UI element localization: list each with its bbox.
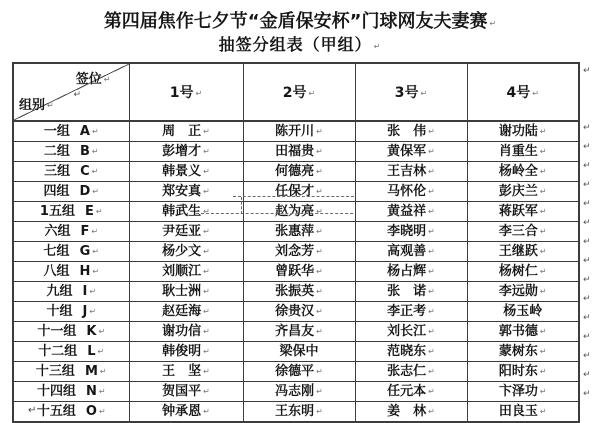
page-subtitle: 抽签分组表（甲组） ↵ <box>0 32 600 55</box>
player-cell: 张惠萍 ↵ <box>243 222 355 242</box>
header-row <box>13 63 579 121</box>
table-row <box>13 162 579 182</box>
group-cell <box>13 121 129 142</box>
sign-label: N ↵ <box>86 384 106 399</box>
player-cell: 任保才 ↵ <box>243 182 355 202</box>
return-mark-icon: ↵ <box>583 332 591 342</box>
player-cell: 冯志刚 ↵ <box>243 382 355 402</box>
group-cell <box>13 302 129 322</box>
return-mark-icon: ↵ <box>28 405 37 416</box>
player-cell: 彭增才 ↵ <box>129 142 243 162</box>
table-row <box>13 242 579 262</box>
page-title: 第四届焦作七夕节“金盾保安杯”门球网友夫妻赛 ↵ <box>0 7 600 33</box>
corner-cell <box>13 63 129 121</box>
player-cell: 尹廷亚 ↵ <box>129 222 243 242</box>
table-row <box>13 202 579 222</box>
sign-label: D ↵ <box>80 184 100 199</box>
player-cell: 黄益祥 ↵ <box>355 202 467 222</box>
player-cell: 杨占辉 ↵ <box>355 262 467 282</box>
player-cell: 韩俊明 ↵ <box>129 342 243 362</box>
return-mark-icon: ↵ <box>583 142 591 152</box>
table-row <box>13 282 579 302</box>
sign-label: I ↵ <box>82 284 96 299</box>
player-cell: 田良玉 ↵ <box>467 402 579 423</box>
return-mark-icon: ↵ <box>583 199 591 209</box>
player-cell: 李正考 ↵ <box>355 302 467 322</box>
player-cell: 刘顺江 ↵ <box>129 262 243 282</box>
player-cell: 韩武生 ↵ <box>129 202 243 222</box>
player-cell: 徐德平 ↵ <box>243 362 355 382</box>
player-cell: 马怀伦 ↵ <box>355 182 467 202</box>
player-cell: 谢功陆 ↵ <box>467 121 579 142</box>
table-row <box>13 222 579 242</box>
sign-label: E ↵ <box>85 204 103 219</box>
player-cell: 李晓明 ↵ <box>355 222 467 242</box>
sign-label: J ↵ <box>82 304 96 319</box>
sign-label: K ↵ <box>86 324 105 339</box>
player-cell: 蒋跃军 ↵ <box>467 202 579 222</box>
sign-label: H ↵ <box>79 264 99 279</box>
table-row <box>13 302 579 322</box>
player-cell: 李远勋 ↵ <box>467 282 579 302</box>
return-mark-icon: ↵ <box>583 66 591 76</box>
group-label: 六组 <box>44 224 71 239</box>
player-cell: 高观善 ↵ <box>355 242 467 262</box>
player-cell: 赵廷海 ↵ <box>129 302 243 322</box>
table-row <box>13 382 579 402</box>
group-cell <box>13 242 129 262</box>
player-cell: 钟承恩 ↵ <box>129 402 243 423</box>
player-cell: 杨玉岭 <box>467 302 579 322</box>
column-header-3: 3号 ↵ <box>355 63 467 121</box>
player-cell: 张振英 ↵ <box>243 282 355 302</box>
player-cell: 任元本 ↵ <box>355 382 467 402</box>
player-cell: 韩景义 ↵ <box>129 162 243 182</box>
return-mark-icon: ↵ <box>583 370 591 380</box>
group-cell <box>13 142 129 162</box>
player-cell: 徐贵汉 ↵ <box>243 302 355 322</box>
column-header-2: 2号 ↵ <box>243 63 355 121</box>
table-row <box>13 402 579 423</box>
player-cell: 蒙树东 ↵ <box>467 342 579 362</box>
group-label: 十四组 <box>36 384 76 399</box>
group-cell <box>13 262 129 282</box>
group-cell <box>13 282 129 302</box>
player-cell: 张 伟 ↵ <box>355 121 467 142</box>
table-row <box>13 142 579 162</box>
player-cell: 肖重生 ↵ <box>467 142 579 162</box>
sign-label: L ↵ <box>87 344 104 359</box>
player-cell: 何德亮 ↵ <box>243 162 355 182</box>
column-header-1: 1号 ↵ <box>129 63 243 121</box>
player-cell: 刘念芳 ↵ <box>243 242 355 262</box>
group-cell <box>13 322 129 342</box>
group-label: 三组 <box>44 164 71 179</box>
group-cell <box>13 182 129 202</box>
player-cell: 贺国平 ↵ <box>129 382 243 402</box>
player-cell: 周 正 ↵ <box>129 121 243 142</box>
group-label: 十一组 <box>37 324 77 339</box>
dashed-artifact-bottom <box>196 213 353 214</box>
player-cell: 阳时东 ↵ <box>467 362 579 382</box>
sign-label: F ↵ <box>80 224 98 239</box>
table-row <box>13 322 579 342</box>
return-mark-icon: ↵ <box>583 294 591 304</box>
corner-group-label: 组别 ↵ <box>19 94 54 113</box>
group-cell <box>13 202 129 222</box>
group-label: 十五组 <box>36 404 76 419</box>
dashed-artifact-top <box>233 196 354 197</box>
player-cell: 范晓东 ↵ <box>355 342 467 362</box>
table-row <box>13 362 579 382</box>
sign-label: M ↵ <box>85 364 107 379</box>
return-mark-icon: ↵ <box>73 89 82 100</box>
player-cell: 杨树仁 ↵ <box>467 262 579 282</box>
sign-label: G ↵ <box>80 244 99 259</box>
group-label: 十三组 <box>35 364 75 379</box>
player-cell: 张 诺 ↵ <box>355 282 467 302</box>
table-row <box>13 182 579 202</box>
player-cell: 黄保军 ↵ <box>355 142 467 162</box>
player-cell: 杨少文 ↵ <box>129 242 243 262</box>
sign-label: A ↵ <box>80 124 99 139</box>
group-label: 1五组 <box>39 204 75 219</box>
player-cell: 耿士洲 ↵ <box>129 282 243 302</box>
player-cell: 梁保中 <box>243 342 355 362</box>
player-cell: 姜 林 ↵ <box>355 402 467 423</box>
player-cell: 郭书德 ↵ <box>467 322 579 342</box>
table-row <box>13 262 579 282</box>
group-cell <box>13 342 129 362</box>
player-cell: 彭庆兰 ↵ <box>467 182 579 202</box>
group-label: 十二组 <box>38 344 78 359</box>
draw-group-table <box>12 62 580 423</box>
return-mark-icon: ↵ <box>583 123 591 133</box>
player-cell: 田福贵 ↵ <box>243 142 355 162</box>
player-cell: 李三合 ↵ <box>467 222 579 242</box>
return-mark-icon: ↵ <box>583 351 591 361</box>
return-mark-icon: ↵ <box>583 180 591 190</box>
sign-label: C ↵ <box>80 164 98 179</box>
group-label: 八组 <box>43 264 70 279</box>
return-mark-icon: ↵ <box>583 389 591 399</box>
player-cell: 王东明 ↵ <box>243 402 355 423</box>
group-cell <box>13 222 129 242</box>
group-label: 九组 <box>46 284 73 299</box>
return-mark-icon: ↵ <box>583 218 591 228</box>
player-cell: 王吉林 ↵ <box>355 162 467 182</box>
player-cell: 杨岭全 ↵ <box>467 162 579 182</box>
corner-sign-label: 签位 ↵ <box>76 68 111 87</box>
group-cell <box>13 362 129 382</box>
player-cell: 陈开川 ↵ <box>243 121 355 142</box>
player-cell: 卞泽功 ↵ <box>467 382 579 402</box>
player-cell: 张志仁 ↵ <box>355 362 467 382</box>
sign-label: B ↵ <box>80 144 99 159</box>
return-mark-icon: ↵ <box>583 161 591 171</box>
return-mark-icon: ↵ <box>583 313 591 323</box>
player-cell: 王 坚 ↵ <box>129 362 243 382</box>
group-label: 四组 <box>43 184 70 199</box>
paragraph-marks-column <box>583 62 597 404</box>
group-label: 七组 <box>43 244 70 259</box>
player-cell: 王继跃 ↵ <box>467 242 579 262</box>
player-cell: 谢功信 ↵ <box>129 322 243 342</box>
table-row <box>13 342 579 362</box>
return-mark-icon: ↵ <box>583 275 591 285</box>
player-cell: 齐昌友 ↵ <box>243 322 355 342</box>
player-cell: 刘长江 ↵ <box>355 322 467 342</box>
player-cell: 曾跃华 ↵ <box>243 262 355 282</box>
player-cell: 赵为亮 ↵ <box>243 202 355 222</box>
group-label: 十组 <box>46 304 73 319</box>
column-header-4: 4号 ↵ <box>467 63 579 121</box>
sign-label: O ↵ <box>86 404 106 419</box>
dashed-artifact-vertical <box>241 197 242 214</box>
return-mark-icon: ↵ <box>583 237 591 247</box>
group-label: 一组 <box>43 124 70 139</box>
return-mark-icon: ↵ <box>583 256 591 266</box>
group-cell <box>13 162 129 182</box>
group-cell <box>13 382 129 402</box>
group-label: 二组 <box>43 144 70 159</box>
player-cell: 郑安真 ↵ <box>129 182 243 202</box>
table-row <box>13 121 579 142</box>
